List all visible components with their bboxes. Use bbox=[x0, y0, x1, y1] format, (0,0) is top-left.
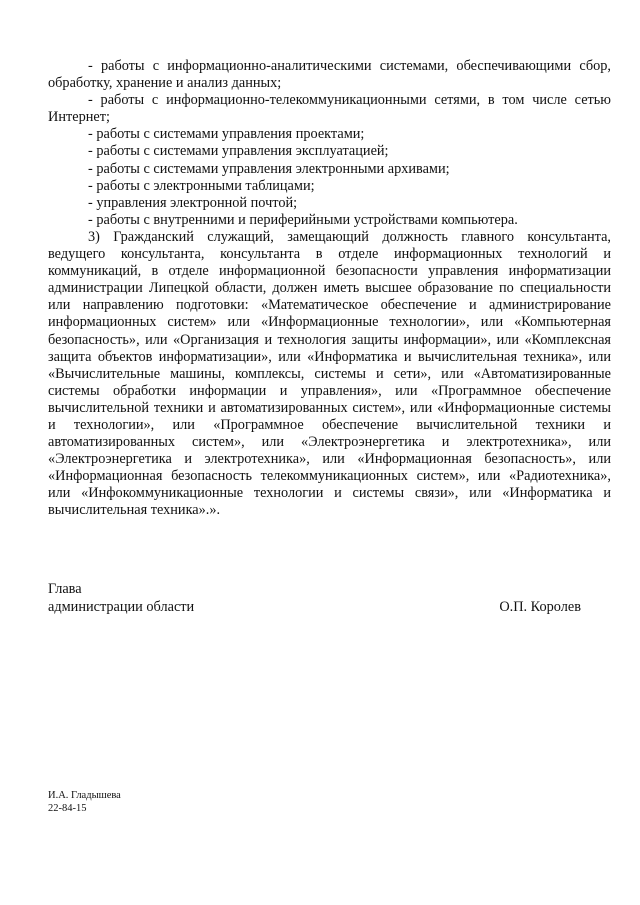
list-item: - управления электронной почтой; bbox=[88, 194, 298, 211]
list-item: - работы с информационно-аналитическими системами, обеспечивающими сбор, обработку, хранение и анализ данных; bbox=[48, 58, 611, 92]
executor-block bbox=[48, 790, 121, 815]
list-item: - работы с электронными таблицами; bbox=[88, 177, 315, 194]
list-item: - работы с системами управления эксплуатацией; bbox=[88, 143, 389, 160]
list-item: - работы с внутренними и периферийными устройствами компьютера. bbox=[88, 211, 518, 228]
signature-title-line2: администрации области bbox=[48, 599, 195, 615]
signature-name: О.П. Королев bbox=[499, 599, 581, 615]
signature-row bbox=[48, 598, 611, 616]
executor-name: И.А. Гладышева bbox=[48, 790, 121, 801]
list-item: - работы с информационно-телекоммуникационными сетями, в том числе сетью Интернет; bbox=[48, 92, 611, 126]
executor-phone: 22-84-15 bbox=[48, 802, 87, 814]
list-item: - работы с системами управления электронными архивами; bbox=[88, 160, 450, 177]
document-body bbox=[48, 58, 611, 520]
signature-title-line1: Глава bbox=[48, 581, 82, 597]
paragraph-item-3: 3) Гражданский служащий, замещающий должность главного консультанта, ведущего консультанта, консультанта в отделе информационных технологий и коммуникаций, в отделе информационной безопасности управления информатизации администрации Липецкой области, должен иметь высшее образование по специальности или направлению подготовки: «Математическое обеспечение и администрирование информационных систем» или «Информационные технологии», или «Компьютерная безопасность», или «Организация и технология защиты информации», или «Комплексная защита объектов информатизации», или «Информатика и вычислительная техника», или «Вычислительные машины, комплексы, системы и сети», или «Автоматизированные системы обработки информации и управления», или «Программное обеспечение вычислительной техники и автоматизированных систем», или «Информационные системы и технологии», или «Программное обеспечение вычислительной техники и автоматизированных систем», или «Электроэнергетика и электротехника», или «Электроэнергетика и электротехника», или «Информационная безопасность», или «Информационная безопасность телекоммуникационных систем», или «Радиотехника», или «Инфокоммуникационные технологии и системы связи», или «Информатика и вычислительная техника».». bbox=[48, 228, 611, 519]
list-item: - работы с системами управления проектами; bbox=[88, 126, 365, 143]
signature-block bbox=[48, 580, 611, 616]
